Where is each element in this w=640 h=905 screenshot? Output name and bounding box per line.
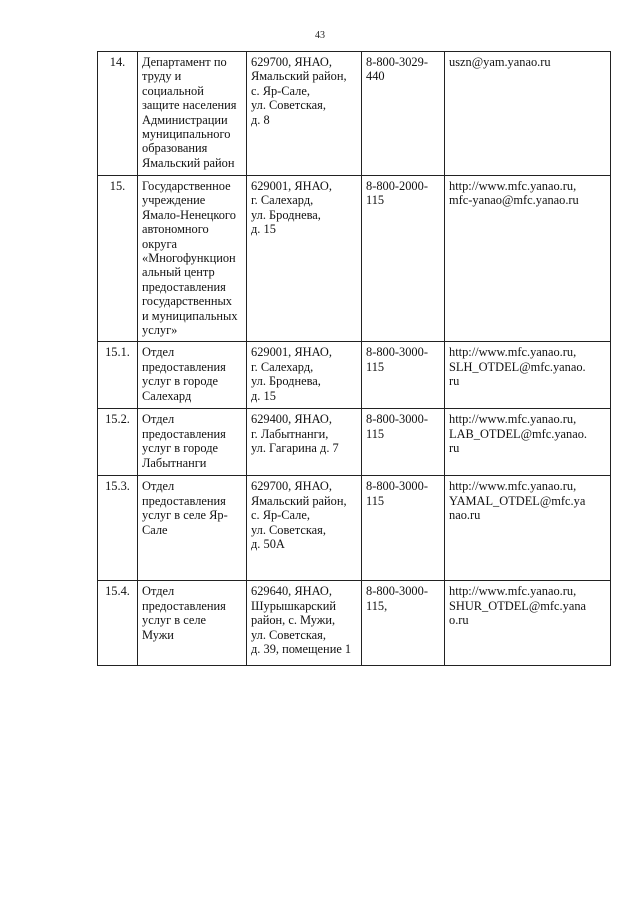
phone-line: 8-800-3029-	[366, 55, 428, 69]
address-line: ул. Советская,	[251, 98, 326, 113]
cell-phone	[362, 176, 445, 342]
phone-line: 8-800-3000-	[366, 479, 428, 494]
cell-email	[445, 409, 611, 476]
email-line: http://www.mfc.yanao.ru,	[449, 345, 577, 360]
cell-email	[445, 52, 611, 176]
org-name-line: предоставления	[142, 493, 226, 508]
table-row	[98, 176, 611, 342]
phone-line: 8-800-3000-	[366, 584, 428, 599]
phone-line: 115,	[366, 598, 388, 613]
org-name-line: учреждение	[142, 193, 206, 208]
cell-phone	[362, 342, 445, 409]
address-line: район, с. Мужи,	[251, 613, 336, 628]
row-number: 15.3.	[98, 476, 138, 581]
email-line: http://www.mfc.yanao.ru,	[449, 179, 577, 193]
cell-email	[445, 342, 611, 409]
table-row	[98, 52, 611, 176]
address-line: ул. Советская,	[251, 627, 326, 642]
email-line: http://www.mfc.yanao.ru,	[449, 412, 577, 427]
org-name-line: социальной	[142, 83, 204, 98]
table-row	[98, 581, 611, 666]
phone-line: 8-800-2000-	[366, 179, 428, 193]
address-line: 629001, ЯНАО,	[251, 345, 332, 360]
email-line: http://www.mfc.yanao.ru,	[449, 584, 577, 599]
org-name-line: альный центр	[142, 265, 215, 280]
org-name-line: автономного	[142, 222, 209, 237]
address-line: 629400, ЯНАО,	[251, 412, 332, 427]
org-name-line: предоставления	[142, 598, 226, 613]
address-line: ул. Гагарина д. 7	[251, 441, 339, 456]
org-name-line: услуг в городе	[142, 374, 219, 389]
row-number: 15.1.	[98, 342, 138, 409]
org-name-line: Ямало-Ненецкого	[142, 207, 236, 222]
org-name-line: «Многофункцион	[142, 251, 236, 266]
cell-name	[138, 176, 247, 342]
email-line: o.ru	[449, 613, 469, 628]
phone-line: 8-800-3000-	[366, 345, 428, 360]
address-line: 629640, ЯНАО,	[251, 584, 332, 599]
org-name-line: Отдел	[142, 412, 175, 427]
cell-name	[138, 342, 247, 409]
address-line: Шурышкарский	[251, 598, 337, 613]
cell-address	[247, 52, 362, 176]
cell-email	[445, 476, 611, 581]
phone-line: 115	[366, 193, 385, 208]
cell-phone	[362, 409, 445, 476]
email-line: SLH_OTDEL@mfc.yanao.	[449, 359, 586, 374]
org-name-line: Администрации	[142, 112, 228, 127]
cell-address	[247, 409, 362, 476]
email-line: LAB_OTDEL@mfc.yanao.	[449, 426, 588, 441]
cell-phone	[362, 476, 445, 581]
cell-address	[247, 176, 362, 342]
row-number: 15.4.	[98, 581, 138, 666]
org-name-line: Лабытнанги	[142, 455, 207, 470]
phone-line: 115	[366, 359, 385, 374]
org-name-line: Сале	[142, 522, 168, 537]
address-line: д. 15	[251, 222, 276, 237]
org-name-line: услуг»	[142, 323, 178, 338]
address-line: д. 50А	[251, 537, 285, 552]
address-line: Ямальский район,	[251, 493, 347, 508]
page-number: 43	[315, 30, 325, 41]
address-line: Ямальский район,	[251, 69, 347, 84]
email-line: YAMAL_OTDEL@mfc.ya	[449, 493, 586, 508]
org-name-line: Салехард	[142, 388, 192, 403]
address-line: ул. Советская,	[251, 522, 326, 537]
cell-name	[138, 476, 247, 581]
cell-address	[247, 342, 362, 409]
org-name-line: Ямальский район	[142, 155, 235, 170]
cell-phone	[362, 52, 445, 176]
table-row	[98, 476, 611, 581]
address-line: д. 15	[251, 388, 276, 403]
row-number: 15.2.	[98, 409, 138, 476]
row-number: 14.	[98, 52, 138, 176]
address-line: г. Лабытнанги,	[251, 426, 329, 441]
row-number: 15.	[98, 176, 138, 342]
address-line: г. Салехард,	[251, 193, 314, 208]
org-name-line: труду и	[142, 69, 182, 84]
org-name-line: Департамент по	[142, 55, 227, 69]
org-name-line: Государственное	[142, 179, 231, 193]
email-line: ru	[449, 441, 460, 456]
cell-address	[247, 476, 362, 581]
email-line: SHUR_OTDEL@mfc.yana	[449, 598, 587, 613]
cell-phone	[362, 581, 445, 666]
email-line: uszn@yam.yanao.ru	[449, 55, 551, 69]
org-name-line: и муниципальных	[142, 308, 238, 323]
address-line: 629700, ЯНАО,	[251, 55, 332, 69]
org-name-line: округа	[142, 236, 178, 251]
cell-email	[445, 581, 611, 666]
org-name-line: Мужи	[142, 627, 174, 642]
address-line: 629001, ЯНАО,	[251, 179, 332, 193]
address-line: с. Яр-Сале,	[251, 83, 310, 98]
contacts-table	[97, 51, 611, 666]
phone-line: 115	[366, 493, 385, 508]
address-line: д. 39, помещение 1	[251, 642, 352, 657]
email-line: ru	[449, 374, 460, 389]
address-line: д. 8	[251, 112, 270, 127]
org-name-line: услуг в селе	[142, 613, 207, 628]
phone-line: 8-800-3000-	[366, 412, 428, 427]
table-row	[98, 409, 611, 476]
address-line: ул. Броднева,	[251, 374, 321, 389]
org-name-line: предоставления	[142, 279, 226, 294]
address-line: с. Яр-Сале,	[251, 508, 310, 523]
org-name-line: предоставления	[142, 359, 226, 374]
cell-address	[247, 581, 362, 666]
org-name-line: государственных	[142, 294, 233, 309]
cell-name	[138, 581, 247, 666]
org-name-line: Отдел	[142, 584, 175, 599]
address-line: г. Салехард,	[251, 359, 314, 374]
org-name-line: Отдел	[142, 345, 175, 360]
cell-name	[138, 52, 247, 176]
org-name-line: муниципального	[142, 127, 231, 142]
table-row	[98, 342, 611, 409]
address-line: 629700, ЯНАО,	[251, 479, 332, 494]
org-name-line: услуг в городе	[142, 441, 219, 456]
org-name-line: Отдел	[142, 479, 175, 494]
cell-email	[445, 176, 611, 342]
org-name-line: предоставления	[142, 426, 226, 441]
cell-name	[138, 409, 247, 476]
email-line: nao.ru	[449, 508, 481, 523]
org-name-line: образования	[142, 141, 208, 156]
phone-line: 115	[366, 426, 385, 441]
phone-line: 440	[366, 69, 385, 84]
address-line: ул. Броднева,	[251, 207, 321, 222]
email-line: mfc-yanao@mfc.yanao.ru	[449, 193, 579, 208]
org-name-line: защите населения	[142, 98, 237, 113]
table-body	[98, 52, 611, 666]
org-name-line: услуг в селе Яр-	[142, 508, 228, 523]
email-line: http://www.mfc.yanao.ru,	[449, 479, 577, 494]
